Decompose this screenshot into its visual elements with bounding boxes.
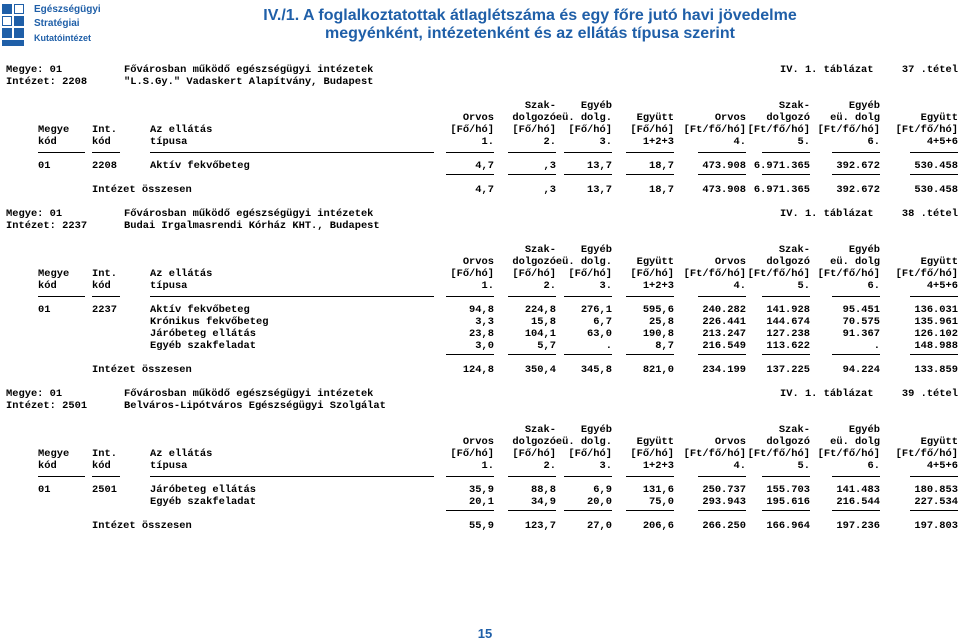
column-header: dolgozó	[512, 256, 556, 268]
table-cell: 35,9	[469, 484, 494, 496]
int-code: 2208	[92, 160, 117, 172]
total-cell: 27,0	[587, 520, 612, 532]
rule	[38, 152, 85, 153]
column-header-left: kód	[38, 280, 57, 292]
column-header: Egyéb	[848, 244, 880, 256]
total-cell: 166.964	[766, 520, 810, 532]
table-cell: 144.674	[766, 316, 810, 328]
column-header: [Ft/fő/hó]	[683, 124, 746, 136]
column-header-left: Az ellátás	[150, 448, 213, 460]
column-header: Orvos	[462, 256, 494, 268]
column-header: 1.	[481, 460, 494, 472]
ellatas-tipus: Aktív fekvőbeteg	[150, 304, 250, 316]
rule	[92, 476, 120, 477]
table-cell: 104,1	[524, 328, 556, 340]
ellatas-tipus: Egyéb szakfeladat	[150, 496, 257, 508]
table-cell: 18,7	[649, 160, 674, 172]
rule	[832, 476, 880, 477]
column-header: 2.	[543, 280, 556, 292]
rule	[698, 296, 746, 297]
column-header: 3.	[599, 280, 612, 292]
total-cell: 345,8	[580, 364, 612, 376]
column-header: Egyéb	[580, 424, 612, 436]
table-cell: 216.549	[702, 340, 746, 352]
column-header: 4+5+6	[926, 136, 958, 148]
table-cell: 91.367	[842, 328, 880, 340]
rule	[832, 174, 880, 175]
column-header: [Fő/hó]	[450, 268, 494, 280]
total-cell: 206,6	[642, 520, 674, 532]
column-header: Orvos	[462, 436, 494, 448]
column-header: Együtt	[920, 112, 958, 124]
column-header: eü. dolg	[830, 436, 880, 448]
column-header-left: Az ellátás	[150, 268, 213, 280]
table-cell: 3,0	[475, 340, 494, 352]
rule	[564, 354, 612, 355]
tetel-label: 38 .tétel	[901, 208, 958, 220]
table-cell: 34,9	[531, 496, 556, 508]
column-header-left: típusa	[150, 460, 188, 472]
total-label: Intézet összesen	[92, 364, 192, 376]
table-cell: 224,8	[524, 304, 556, 316]
total-cell: 124,8	[462, 364, 494, 376]
table-cell: 155.703	[766, 484, 810, 496]
column-header: 4.	[733, 460, 746, 472]
column-header: Egyéb	[580, 244, 612, 256]
column-header: 1+2+3	[642, 460, 674, 472]
table-cell: 94,8	[469, 304, 494, 316]
rule	[626, 510, 674, 511]
logo-mark-icon	[2, 2, 36, 48]
page-title: IV./1. A foglalkoztatottak átlaglétszáma és egy főre jutó havi jövedelme	[263, 7, 797, 24]
rule	[446, 476, 494, 477]
table-cell: 6.971.365	[753, 160, 810, 172]
table-cell: .	[605, 340, 612, 352]
column-header-left: kód	[38, 460, 57, 472]
table-cell: ,3	[543, 160, 556, 172]
column-header: Orvos	[714, 436, 746, 448]
table-cell: 213.247	[702, 328, 746, 340]
column-header: Együtt	[636, 256, 674, 268]
table-cell: 20,1	[469, 496, 494, 508]
column-header: Együtt	[636, 436, 674, 448]
rule	[508, 174, 556, 175]
column-header: [Ft/fő/hó]	[817, 268, 880, 280]
total-cell: 137.225	[766, 364, 810, 376]
rule	[92, 152, 120, 153]
page-subtitle: megyénként, intézetenként és az ellátás típusa szerint	[325, 25, 735, 42]
column-header: [Fő/hó]	[568, 124, 612, 136]
rule	[626, 174, 674, 175]
column-header-left: kód	[92, 136, 111, 148]
rule	[626, 476, 674, 477]
rule	[910, 296, 958, 297]
table-cell: 250.737	[702, 484, 746, 496]
column-header: 4+5+6	[926, 460, 958, 472]
column-header: [Fő/hó]	[630, 268, 674, 280]
table-cell: 113.622	[766, 340, 810, 352]
intezet-name: "L.S.Gy." Vadaskert Alapítvány, Budapest	[124, 76, 374, 88]
table-cell: 13,7	[587, 160, 612, 172]
column-header: [Ft/fő/hó]	[747, 124, 810, 136]
column-header: dolgozó	[766, 256, 810, 268]
table-cell: 75,0	[649, 496, 674, 508]
table-cell: 8,7	[655, 340, 674, 352]
column-header-left: Az ellátás	[150, 124, 213, 136]
column-header: 4.	[733, 280, 746, 292]
intezet-label: Intézet: 2237	[6, 220, 88, 232]
column-header: [Fő/hó]	[630, 448, 674, 460]
intezet-name: Budai Irgalmasrendi Kórház KHT., Budapest	[124, 220, 380, 232]
column-header: [Ft/fő/hó]	[817, 124, 880, 136]
megye-code: 01	[38, 484, 51, 496]
table-cell: 25,8	[649, 316, 674, 328]
logo-line2: Stratégiai	[34, 18, 80, 29]
column-header: 1+2+3	[642, 280, 674, 292]
intezet-label: Intézet: 2208	[6, 76, 88, 88]
logo-text	[34, 3, 101, 45]
column-header: Egyéb	[580, 100, 612, 112]
ellatas-tipus: Krónikus fekvőbeteg	[150, 316, 269, 328]
column-header-left: kód	[92, 460, 111, 472]
ellatas-tipus: Egyéb szakfeladat	[150, 340, 257, 352]
megye-code: 01	[38, 160, 51, 172]
rule	[150, 296, 434, 297]
page-number: 15	[477, 626, 493, 641]
table-cell: 530.458	[914, 160, 958, 172]
column-header-left: Int.	[92, 268, 117, 280]
ellatas-tipus: Járóbeteg ellátás	[150, 328, 257, 340]
column-header: 5.	[797, 460, 810, 472]
column-header: 2.	[543, 460, 556, 472]
table-cell: 5,7	[537, 340, 556, 352]
column-header: [Ft/fő/hó]	[895, 448, 958, 460]
column-header: dolgozó	[512, 112, 556, 124]
megye-name: Fővárosban működő egészségügyi intézetek	[124, 64, 374, 76]
rule	[910, 354, 958, 355]
column-header: [Fő/hó]	[450, 124, 494, 136]
total-cell: 473.908	[702, 184, 746, 196]
ellatas-tipus: Aktív fekvőbeteg	[150, 160, 250, 172]
rule	[698, 510, 746, 511]
table-cell: 6,9	[593, 484, 612, 496]
table-cell: 473.908	[702, 160, 746, 172]
column-header: 3.	[599, 136, 612, 148]
rule	[446, 296, 494, 297]
rule	[564, 476, 612, 477]
tetel-label: 39 .tétel	[901, 388, 958, 400]
table-cell: 148.988	[914, 340, 958, 352]
rule	[910, 152, 958, 153]
table-cell: 4,7	[475, 160, 494, 172]
column-header: eü. dolg.	[555, 436, 612, 448]
column-header: 4.	[733, 136, 746, 148]
rule	[564, 174, 612, 175]
table-label: IV. 1. táblázat	[780, 64, 874, 76]
rule	[564, 296, 612, 297]
column-header-left: típusa	[150, 136, 188, 148]
rule	[446, 510, 494, 511]
column-header: Orvos	[714, 112, 746, 124]
total-cell: 94.224	[842, 364, 880, 376]
column-header: Egyéb	[848, 100, 880, 112]
megye-code: 01	[38, 304, 51, 316]
table-cell: 70.575	[842, 316, 880, 328]
total-cell: 392.672	[836, 184, 880, 196]
column-header: Szak-	[524, 424, 556, 436]
rule	[832, 510, 880, 511]
rule	[832, 152, 880, 153]
column-header: [Ft/fő/hó]	[895, 124, 958, 136]
total-cell: 13,7	[587, 184, 612, 196]
column-header-left: kód	[92, 280, 111, 292]
table-cell: 141.483	[836, 484, 880, 496]
column-header: eü. dolg.	[555, 256, 612, 268]
rule	[38, 296, 85, 297]
table-cell: 88,8	[531, 484, 556, 496]
column-header: Együtt	[636, 112, 674, 124]
table-cell: 15,8	[531, 316, 556, 328]
megye-label: Megye: 01	[6, 208, 63, 220]
rule	[446, 152, 494, 153]
column-header: 1.	[481, 136, 494, 148]
column-header: [Ft/fő/hó]	[747, 448, 810, 460]
rule	[150, 152, 434, 153]
rule	[508, 354, 556, 355]
column-header: [Fő/hó]	[568, 268, 612, 280]
table-cell: 226.441	[702, 316, 746, 328]
logo-line1: Egészségügyi	[34, 4, 101, 15]
rule	[910, 510, 958, 511]
rule	[508, 510, 556, 511]
column-header: eü. dolg	[830, 112, 880, 124]
total-cell: 234.199	[702, 364, 746, 376]
rule	[564, 510, 612, 511]
rule	[626, 354, 674, 355]
table-cell: 180.853	[914, 484, 958, 496]
total-cell: 197.236	[836, 520, 880, 532]
column-header: 6.	[867, 280, 880, 292]
table-cell: 135.961	[914, 316, 958, 328]
column-header: [Fő/hó]	[568, 448, 612, 460]
column-header: eü. dolg.	[555, 112, 612, 124]
column-header: Orvos	[462, 112, 494, 124]
rule	[832, 296, 880, 297]
ellatas-tipus: Járóbeteg ellátás	[150, 484, 257, 496]
megye-name: Fővárosban működő egészségügyi intézetek	[124, 388, 374, 400]
rule	[446, 354, 494, 355]
column-header: 5.	[797, 280, 810, 292]
total-label: Intézet összesen	[92, 520, 192, 532]
rule	[698, 476, 746, 477]
column-header: [Ft/fő/hó]	[747, 268, 810, 280]
column-header-left: Megye	[38, 448, 70, 460]
column-header: dolgozó	[766, 112, 810, 124]
rule	[762, 152, 810, 153]
megye-label: Megye: 01	[6, 388, 63, 400]
tetel-label: 37 .tétel	[901, 64, 958, 76]
column-header: [Fő/hó]	[512, 448, 556, 460]
column-header: Szak-	[524, 244, 556, 256]
total-cell: ,3	[543, 184, 556, 196]
column-header: [Fő/hó]	[512, 124, 556, 136]
column-header: [Fő/hó]	[450, 448, 494, 460]
table-cell: 216.544	[836, 496, 880, 508]
int-code: 2237	[92, 304, 117, 316]
column-header: Szak-	[778, 100, 810, 112]
table-cell: 3,3	[475, 316, 494, 328]
column-header-left: Megye	[38, 268, 70, 280]
logo-line3: Kutatóintézet	[34, 33, 91, 43]
intezet-name: Belváros-Lipótváros Egészségügyi Szolgálat	[124, 400, 386, 412]
column-header: Szak-	[778, 244, 810, 256]
rule	[698, 152, 746, 153]
total-cell: 266.250	[702, 520, 746, 532]
table-cell: 392.672	[836, 160, 880, 172]
intezet-label: Intézet: 2501	[6, 400, 88, 412]
rule	[564, 152, 612, 153]
rule	[762, 476, 810, 477]
column-header: 1.	[481, 280, 494, 292]
column-header: [Ft/fő/hó]	[895, 268, 958, 280]
column-header-left: Int.	[92, 124, 117, 136]
table-cell: 131,6	[642, 484, 674, 496]
table-cell: .	[873, 340, 880, 352]
total-cell: 123,7	[524, 520, 556, 532]
total-cell: 530.458	[914, 184, 958, 196]
rule	[626, 296, 674, 297]
column-header-left: Int.	[92, 448, 117, 460]
table-cell: 293.943	[702, 496, 746, 508]
rule	[150, 476, 434, 477]
column-header: [Fő/hó]	[630, 124, 674, 136]
rule	[508, 152, 556, 153]
column-header: Együtt	[920, 256, 958, 268]
rule	[698, 174, 746, 175]
rule	[762, 296, 810, 297]
total-cell: 18,7	[649, 184, 674, 196]
table-cell: 190,8	[642, 328, 674, 340]
rule	[910, 174, 958, 175]
table-label: IV. 1. táblázat	[780, 208, 874, 220]
rule	[446, 174, 494, 175]
column-header: Egyéb	[848, 424, 880, 436]
total-cell: 821,0	[642, 364, 674, 376]
column-header: 6.	[867, 460, 880, 472]
column-header: Együtt	[920, 436, 958, 448]
rule	[762, 174, 810, 175]
rule	[698, 354, 746, 355]
total-cell: 133.859	[914, 364, 958, 376]
total-label: Intézet összesen	[92, 184, 192, 196]
column-header: [Ft/fő/hó]	[817, 448, 880, 460]
table-cell: 227.534	[914, 496, 958, 508]
rule	[508, 296, 556, 297]
column-header: dolgozó	[512, 436, 556, 448]
column-header-left: típusa	[150, 280, 188, 292]
column-header: 4+5+6	[926, 280, 958, 292]
table-cell: 141.928	[766, 304, 810, 316]
table-cell: 195.616	[766, 496, 810, 508]
rule	[910, 476, 958, 477]
table-cell: 127.238	[766, 328, 810, 340]
column-header: [Fő/hó]	[512, 268, 556, 280]
table-cell: 595,6	[642, 304, 674, 316]
column-header: 6.	[867, 136, 880, 148]
rule	[832, 354, 880, 355]
column-header: 1+2+3	[642, 136, 674, 148]
total-cell: 6.971.365	[753, 184, 810, 196]
rule	[38, 476, 85, 477]
column-header: [Ft/fő/hó]	[683, 448, 746, 460]
column-header: [Ft/fő/hó]	[683, 268, 746, 280]
rule	[762, 354, 810, 355]
column-header: Szak-	[778, 424, 810, 436]
total-cell: 197.803	[914, 520, 958, 532]
total-cell: 350,4	[524, 364, 556, 376]
rule	[762, 510, 810, 511]
table-cell: 23,8	[469, 328, 494, 340]
table-cell: 240.282	[702, 304, 746, 316]
total-cell: 55,9	[469, 520, 494, 532]
logo	[2, 2, 101, 48]
column-header: 2.	[543, 136, 556, 148]
table-cell: 136.031	[914, 304, 958, 316]
megye-label: Megye: 01	[6, 64, 63, 76]
int-code: 2501	[92, 484, 117, 496]
column-header: 3.	[599, 460, 612, 472]
table-cell: 276,1	[580, 304, 612, 316]
total-cell: 4,7	[475, 184, 494, 196]
column-header: eü. dolg	[830, 256, 880, 268]
column-header: dolgozó	[766, 436, 810, 448]
table-label: IV. 1. táblázat	[780, 388, 874, 400]
column-header-left: kód	[38, 136, 57, 148]
rule	[508, 476, 556, 477]
table-cell: 126.102	[914, 328, 958, 340]
megye-name: Fővárosban működő egészségügyi intézetek	[124, 208, 374, 220]
column-header: 5.	[797, 136, 810, 148]
rule	[626, 152, 674, 153]
table-cell: 95.451	[842, 304, 880, 316]
column-header: Orvos	[714, 256, 746, 268]
column-header: Szak-	[524, 100, 556, 112]
rule	[92, 296, 120, 297]
column-header-left: Megye	[38, 124, 70, 136]
table-cell: 63,0	[587, 328, 612, 340]
table-cell: 20,0	[587, 496, 612, 508]
table-cell: 6,7	[593, 316, 612, 328]
